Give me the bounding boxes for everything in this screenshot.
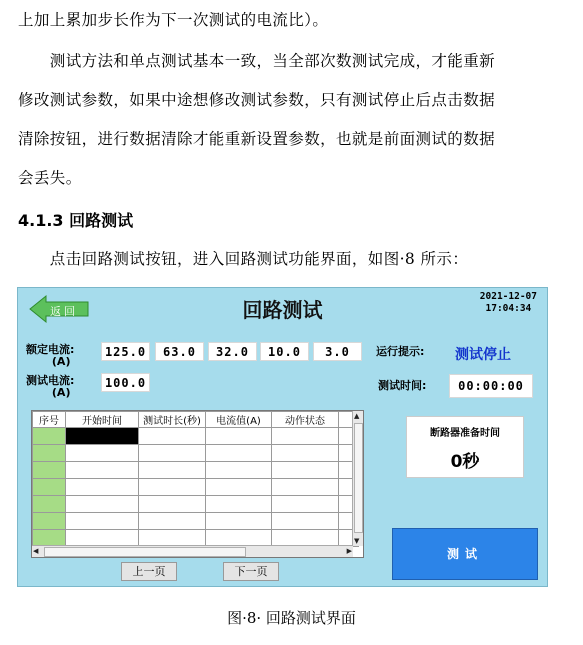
rated-value-5[interactable]: 3.0 [313,342,362,361]
cell[interactable] [206,479,272,496]
figure-caption: 图·8· 回路测试界面 [227,609,356,627]
cell[interactable] [272,530,339,547]
test-current-label-text: 测试电流: [26,374,75,387]
table-row[interactable] [33,496,359,513]
paragraph-line-3: 修改测试参数，如果中途想修改测试参数，只有测试停止后点击数据 [18,91,496,109]
datetime-display [480,291,537,315]
seq-cell [33,428,66,445]
results-grid [32,411,359,547]
seq-cell [33,479,66,496]
paragraph-line-2: 测试方法和单点测试基本一致，当全部次数测试完成，才能重新 [18,52,496,70]
breaker-ready-time-panel [406,416,524,478]
cell[interactable] [66,530,139,547]
test-time-display: 00:00:00 [449,374,533,398]
cell[interactable] [66,496,139,513]
cell[interactable] [272,462,339,479]
cell[interactable] [272,513,339,530]
col-header-seq: 序号 [33,412,66,428]
table-row[interactable] [33,479,359,496]
intro-line: 点击回路测试按钮，进入回路测试功能界面，如图·8 所示： [18,250,469,268]
back-button-label: 返回 [50,305,78,318]
cell[interactable] [139,479,206,496]
table-row[interactable] [33,513,359,530]
scroll-down-icon[interactable]: ▼ [354,537,360,545]
cell[interactable] [272,445,339,462]
results-table [31,410,364,558]
col-header-current: 电流值(A) [206,412,272,428]
horizontal-scroll-thumb[interactable] [44,547,246,557]
table-row[interactable] [33,530,359,547]
rated-value-2[interactable]: 63.0 [155,342,204,361]
cell[interactable] [206,445,272,462]
paragraph-line-5: 会丢失。 [18,169,82,187]
breaker-ready-time-value: 0秒 [450,452,480,472]
scroll-up-icon[interactable]: ▲ [354,412,360,420]
test-current-label [26,375,74,399]
section-heading: 4.1.3 回路测试 [18,211,134,230]
vertical-scrollbar[interactable] [352,411,363,546]
rated-current-label [26,344,74,368]
test-current-input[interactable]: 100.0 [101,373,150,392]
cell[interactable] [66,462,139,479]
rated-current-label-text: 额定电流: [26,343,75,356]
table-row[interactable] [33,462,359,479]
breaker-ready-time-label: 断路器准备时间 [430,428,500,439]
seq-cell [33,445,66,462]
cell[interactable] [206,513,272,530]
cell[interactable] [139,496,206,513]
cell[interactable] [206,496,272,513]
seq-cell [33,496,66,513]
cell[interactable] [272,479,339,496]
cell[interactable] [272,428,339,445]
table-row[interactable] [33,445,359,462]
table-row[interactable] [33,428,359,445]
rated-value-3[interactable]: 32.0 [208,342,257,361]
vertical-scroll-thumb[interactable] [354,423,363,533]
col-header-start-time: 开始时间 [66,412,139,428]
date-text: 2021-12-07 [479,291,537,302]
col-header-action-state: 动作状态 [272,412,339,428]
table-header-row [33,412,359,428]
time-text: 17:04:34 [485,303,532,314]
cell[interactable] [139,462,206,479]
horizontal-scrollbar[interactable] [32,545,353,557]
selected-cell[interactable] [66,428,139,445]
paragraph-line-1: 上加上累加步长作为下一次测试的电流比）。 [18,11,329,29]
cell[interactable] [272,496,339,513]
screen-title: 回路测试 [242,298,323,322]
run-tip-status: 测试停止 [455,347,511,363]
scroll-right-icon[interactable]: ▶ [346,547,352,555]
test-current-unit: (A) [51,386,71,399]
next-page-button[interactable]: 下一页 [223,562,279,581]
prev-page-button[interactable]: 上一页 [121,562,177,581]
cell[interactable] [139,445,206,462]
cell[interactable] [139,428,206,445]
rated-current-unit: (A) [51,355,71,368]
cell[interactable] [66,479,139,496]
test-button[interactable]: 测试 [392,528,538,580]
cell[interactable] [139,513,206,530]
cell[interactable] [66,445,139,462]
seq-cell [33,462,66,479]
col-header-duration: 测试时长(秒) [139,412,206,428]
scroll-left-icon[interactable]: ◀ [33,547,39,555]
loop-test-screen [17,287,548,587]
cell[interactable] [66,513,139,530]
seq-cell [33,530,66,547]
cell[interactable] [206,428,272,445]
paragraph-line-4: 清除按钮，进行数据清除才能重新设置参数，也就是前面测试的数据 [18,130,496,148]
rated-value-4[interactable]: 10.0 [260,342,309,361]
seq-cell [33,513,66,530]
test-time-label: 测试时间: [378,379,427,392]
cell[interactable] [139,530,206,547]
run-tip-label: 运行提示: [376,345,425,358]
cell[interactable] [206,462,272,479]
cell[interactable] [206,530,272,547]
rated-value-1[interactable]: 125.0 [101,342,150,361]
